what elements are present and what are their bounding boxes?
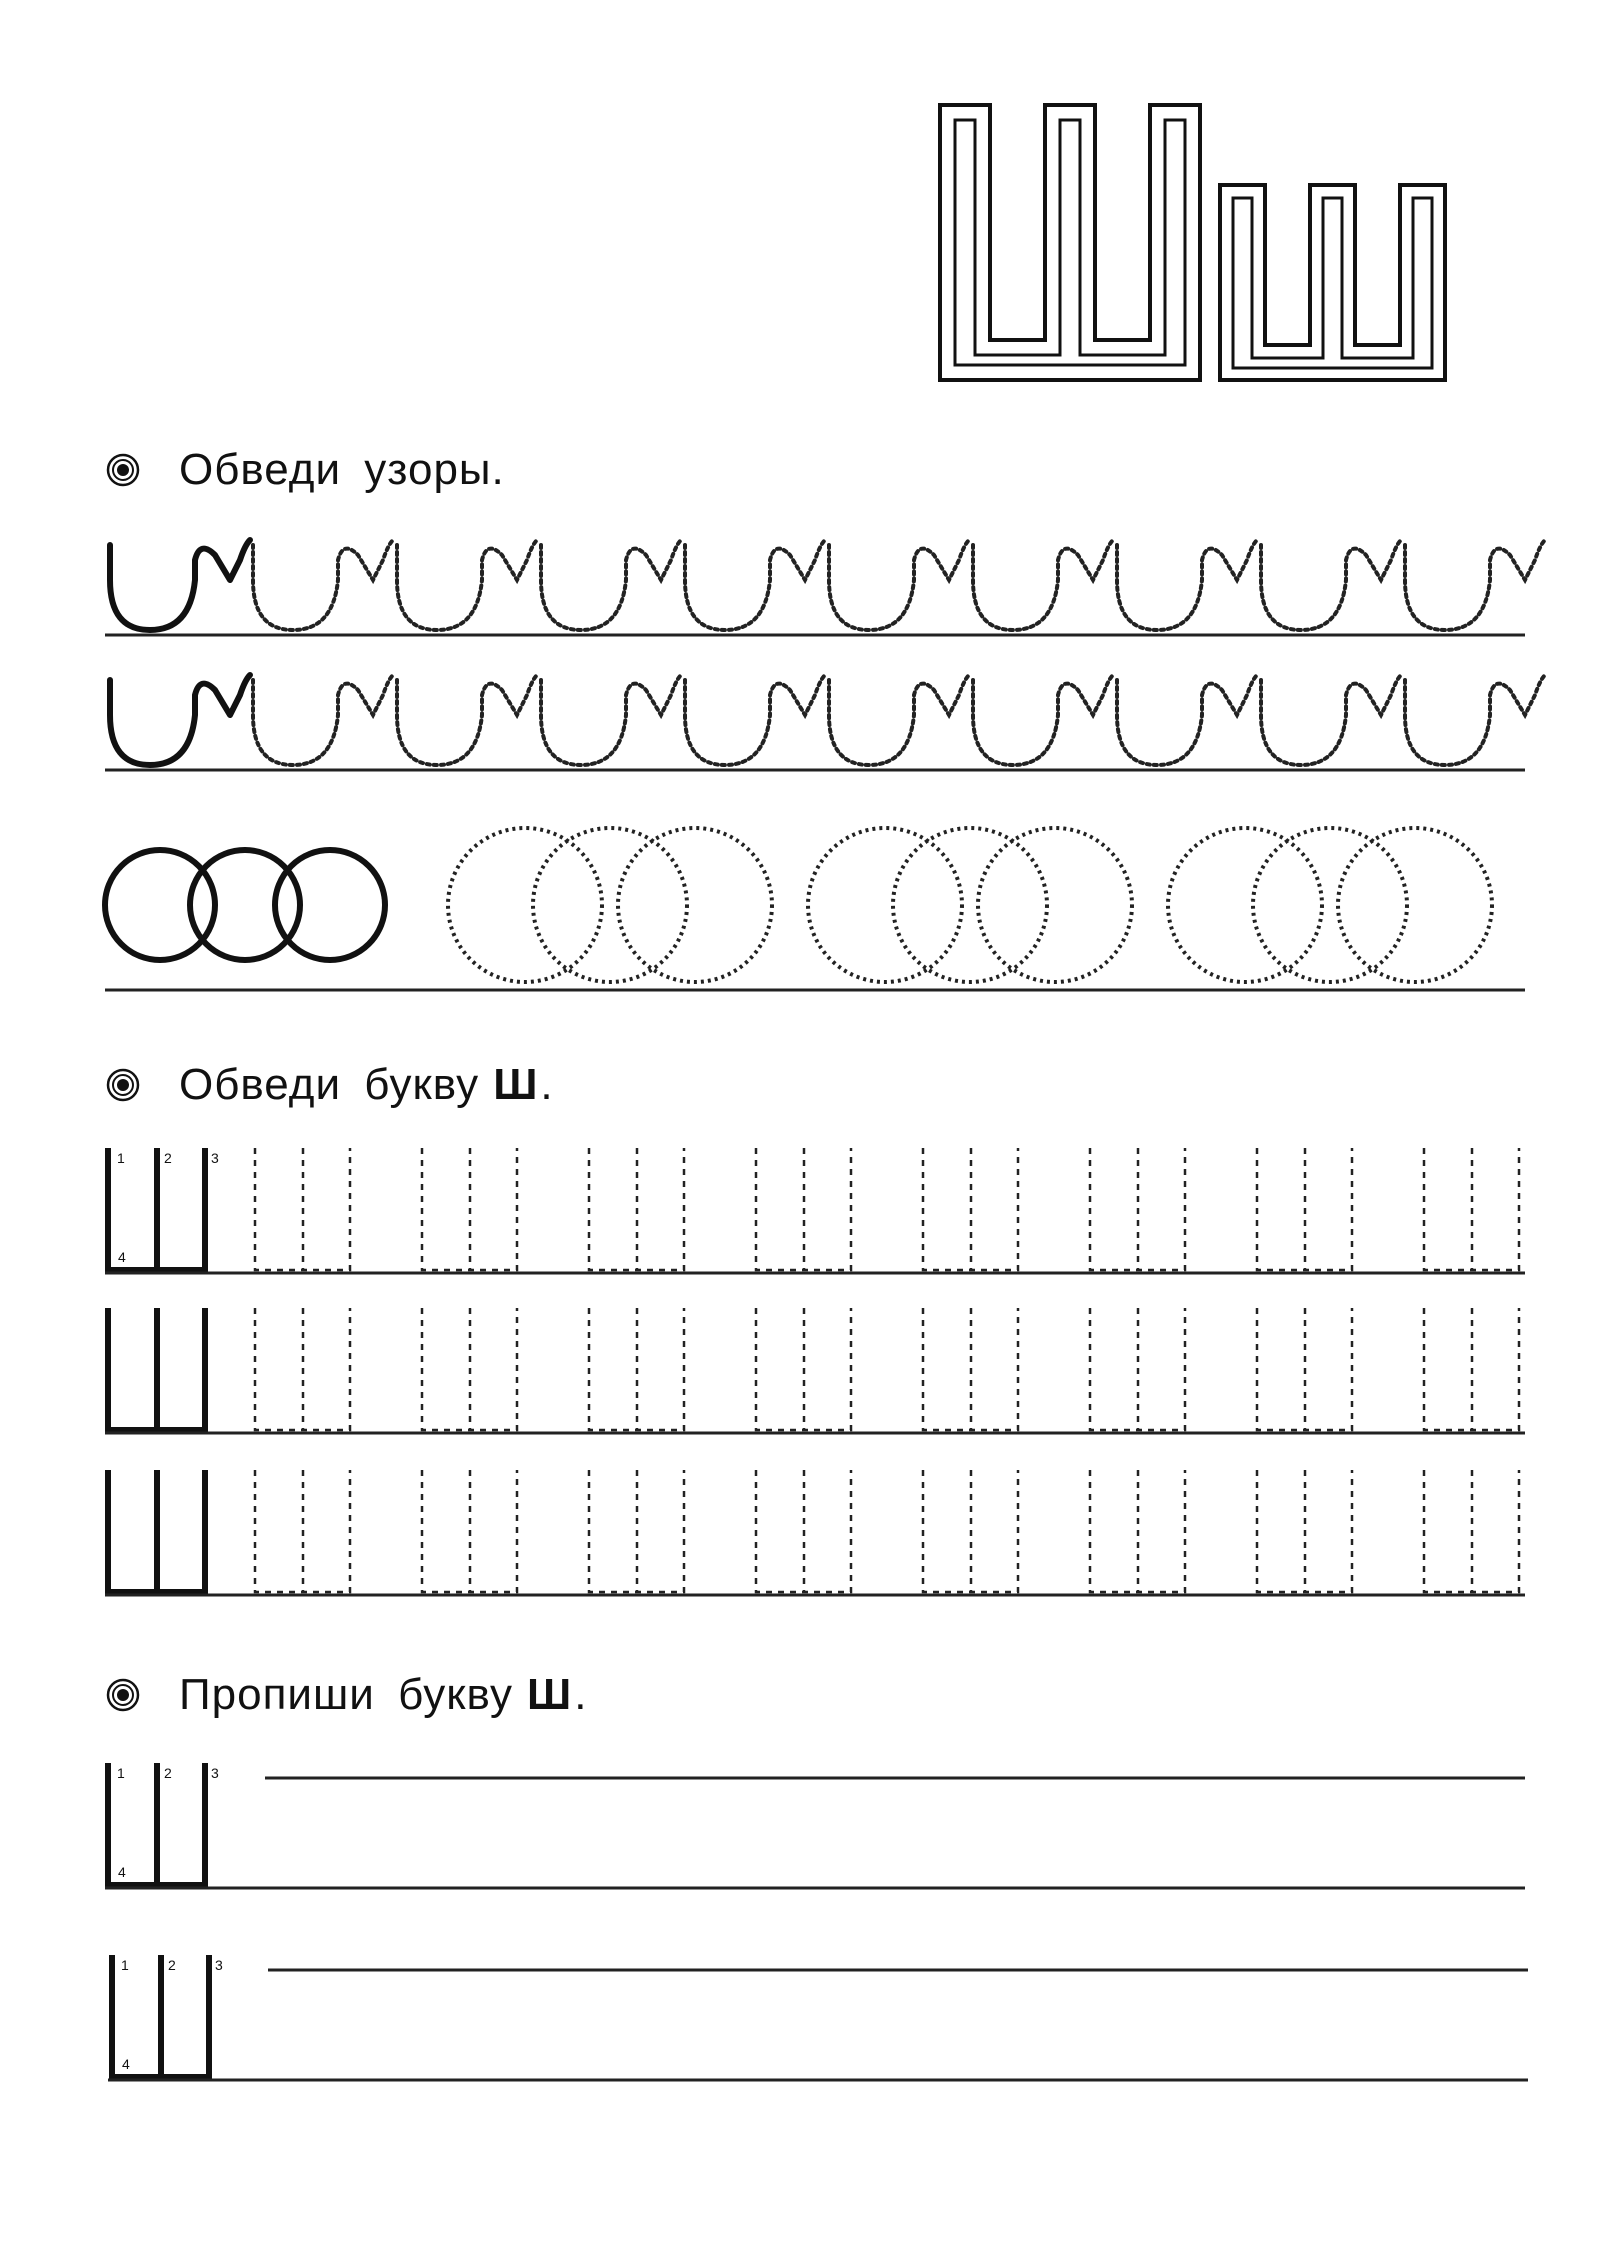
circle-dotted-2-1 [808, 828, 962, 982]
wave-dotted-1-8 [1261, 540, 1401, 630]
instruction-patterns-text: Обведи узоры. [179, 445, 505, 494]
wave-dotted-2-1 [253, 675, 393, 765]
flower-bullet-icon [105, 1067, 141, 1103]
sha-dotted-3-2 [422, 1470, 517, 1592]
wave-dotted-2-5 [829, 675, 969, 765]
circle-dotted-3-3 [1338, 828, 1492, 982]
lowercase-sha-outline [1220, 185, 1445, 380]
circle-dotted-1-3 [618, 828, 772, 982]
writing-practice-rows [0, 1750, 1600, 2100]
sha-dotted-3-6 [1090, 1470, 1185, 1592]
header-letters-outline [935, 100, 1535, 390]
wave-pattern-row-2 [105, 675, 1545, 770]
wave-dotted-1-7 [1117, 540, 1257, 630]
write1-stroke-number-2: 2 [164, 1765, 172, 1781]
circle-dotted-1-2 [533, 828, 687, 982]
sha-dotted-1-7 [1257, 1148, 1352, 1270]
instruction-trace-letter-bold: Ш [493, 1060, 539, 1109]
circle-dotted-2-2 [893, 828, 1047, 982]
wave-dotted-1-1 [253, 540, 393, 630]
wave-dotted-2-8 [1261, 675, 1401, 765]
sha-dotted-2-6 [1090, 1308, 1185, 1430]
sha-dotted-2-8 [1424, 1308, 1519, 1430]
write1-stroke-number-4: 4 [118, 1864, 126, 1880]
write2-stroke-number-1: 1 [121, 1957, 129, 1973]
sha-dotted-1-5 [923, 1148, 1018, 1270]
instruction-write-text: Пропиши букву [179, 1670, 513, 1719]
sha-dotted-1-4 [756, 1148, 851, 1270]
sha-dotted-3-4 [756, 1470, 851, 1592]
pattern-rows [0, 520, 1600, 1000]
circle-dotted-3-2 [1253, 828, 1407, 982]
wave-dotted-1-2 [397, 540, 537, 630]
wave-dotted-1-3 [541, 540, 681, 630]
sha-dotted-3-8 [1424, 1470, 1519, 1592]
sha-dotted-2-1 [255, 1308, 350, 1430]
flower-bullet-icon [105, 452, 141, 488]
flower-bullet-icon [105, 1677, 141, 1713]
sha-dotted-2-3 [589, 1308, 684, 1430]
circles-pattern-row [105, 828, 1525, 990]
sha-dotted-1-6 [1090, 1148, 1185, 1270]
wave-dotted-2-3 [541, 675, 681, 765]
instruction-write-period: . [574, 1670, 588, 1719]
wave-dotted-1-4 [685, 540, 825, 630]
sha-sample-solid-2 [108, 1470, 205, 1592]
wave-sample-solid-2 [110, 675, 250, 765]
sha-dotted-1-8 [1424, 1148, 1519, 1270]
circle-dotted-2-3 [978, 828, 1132, 982]
instruction-trace-letter [105, 1060, 554, 1110]
write1-stroke-number-3: 3 [211, 1765, 219, 1781]
stroke-number-4: 4 [118, 1249, 126, 1265]
circle-solid-3 [275, 850, 385, 960]
write2-stroke-number-2: 2 [168, 1957, 176, 1973]
instruction-write-letter [105, 1670, 587, 1720]
instruction-patterns [105, 445, 505, 495]
stroke-number-1: 1 [117, 1150, 125, 1166]
sha-dotted-2-4 [756, 1308, 851, 1430]
wave-pattern-row-1 [105, 540, 1545, 635]
wave-dotted-2-4 [685, 675, 825, 765]
sha-dotted-3-7 [1257, 1470, 1352, 1592]
sha-dotted-3-1 [255, 1470, 350, 1592]
write1-stroke-number-1: 1 [117, 1765, 125, 1781]
trace-row-2 [105, 1308, 1525, 1433]
stroke-number-2: 2 [164, 1150, 172, 1166]
instruction-trace-period: . [540, 1060, 554, 1109]
write-row-2 [108, 1955, 1528, 2080]
wave-dotted-2-2 [397, 675, 537, 765]
sha-dotted-1-3 [589, 1148, 684, 1270]
sha-dotted-1-1 [255, 1148, 350, 1270]
sha-dotted-3-5 [923, 1470, 1018, 1592]
wave-sample-solid [110, 540, 250, 630]
trace-row-1 [105, 1148, 1525, 1273]
wave-dotted-2-7 [1117, 675, 1257, 765]
wave-dotted-2-6 [973, 675, 1113, 765]
wave-dotted-2-9 [1405, 675, 1545, 765]
write-row-1 [105, 1763, 1525, 1888]
sha-dotted-2-5 [923, 1308, 1018, 1430]
sha-sample-solid [108, 1308, 205, 1430]
trace-row-3 [105, 1470, 1525, 1595]
sha-dotted-1-2 [422, 1148, 517, 1270]
stroke-number-3: 3 [211, 1150, 219, 1166]
letter-trace-rows [0, 1140, 1600, 1620]
instruction-trace-text: Обведи букву [179, 1060, 480, 1109]
wave-dotted-1-6 [973, 540, 1113, 630]
write2-stroke-number-3: 3 [215, 1957, 223, 1973]
write2-stroke-number-4: 4 [122, 2056, 130, 2072]
wave-dotted-1-5 [829, 540, 969, 630]
wave-dotted-1-9 [1405, 540, 1545, 630]
circle-dotted-3-1 [1168, 828, 1322, 982]
sha-dotted-2-2 [422, 1308, 517, 1430]
sha-dotted-3-3 [589, 1470, 684, 1592]
instruction-write-letter-bold: Ш [526, 1670, 573, 1719]
uppercase-sha-outline [940, 105, 1200, 380]
circle-dotted-1-1 [448, 828, 602, 982]
circle-solid-1 [105, 850, 215, 960]
circle-solid-2 [190, 850, 300, 960]
sha-dotted-2-7 [1257, 1308, 1352, 1430]
